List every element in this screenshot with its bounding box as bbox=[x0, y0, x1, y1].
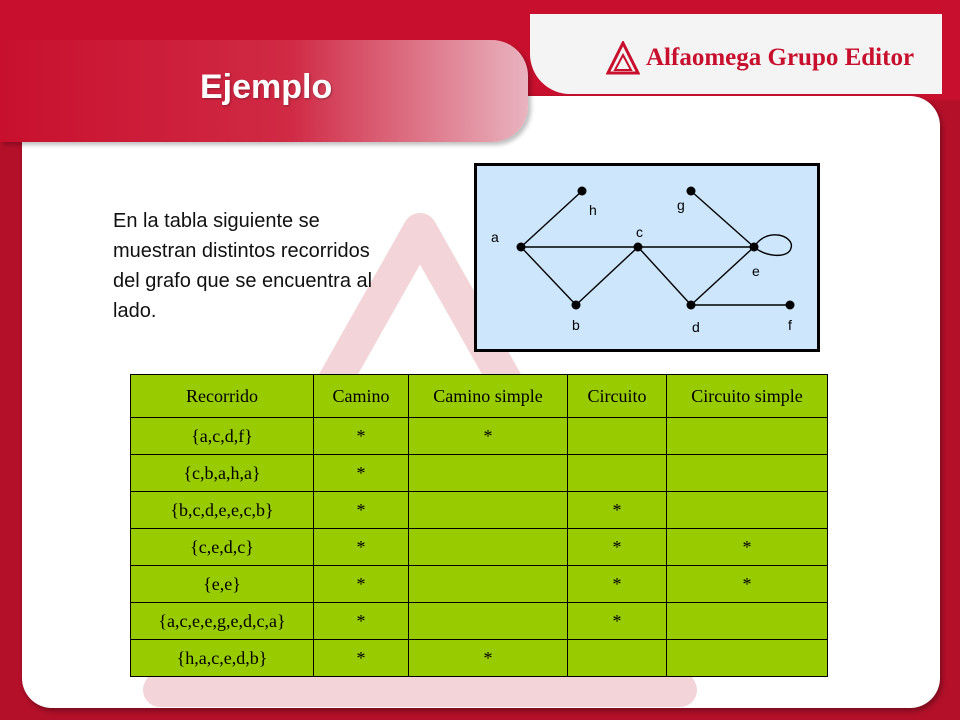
table-cell-mark: * bbox=[667, 529, 828, 566]
column-header-recorrido: Recorrido bbox=[131, 375, 314, 418]
table-cell-mark: * bbox=[314, 492, 409, 529]
table-cell-mark: * bbox=[568, 566, 667, 603]
edge-e-g bbox=[691, 191, 754, 247]
table-cell-mark: * bbox=[568, 603, 667, 640]
table-header-row bbox=[131, 375, 828, 418]
graph-diagram bbox=[474, 163, 820, 352]
alfaomega-a-icon bbox=[606, 41, 640, 75]
edge-d-e bbox=[691, 247, 754, 305]
table-row bbox=[131, 492, 828, 529]
table-cell-mark bbox=[568, 418, 667, 455]
table-cell-mark: * bbox=[409, 418, 568, 455]
table-row bbox=[131, 418, 828, 455]
table-row bbox=[131, 603, 828, 640]
page-title: Ejemplo bbox=[200, 68, 333, 106]
node-e bbox=[750, 243, 759, 252]
table-cell-recorrido: {b,c,d,e,e,c,b} bbox=[131, 492, 314, 529]
table-cell-mark: * bbox=[314, 455, 409, 492]
table-cell-mark bbox=[409, 603, 568, 640]
table-cell-recorrido: {e,e} bbox=[131, 566, 314, 603]
graph-svg bbox=[477, 166, 817, 349]
edge-b-c bbox=[576, 247, 638, 305]
table-cell-recorrido: {a,c,d,f} bbox=[131, 418, 314, 455]
table-cell-mark: * bbox=[314, 566, 409, 603]
table-row bbox=[131, 455, 828, 492]
table-cell-mark bbox=[409, 492, 568, 529]
column-header-circuito-simple: Circuito simple bbox=[667, 375, 828, 418]
node-f bbox=[786, 301, 795, 310]
intro-text: En la tabla siguiente se muestran distintos recorridos del grafo que se encuentra al lado. bbox=[113, 210, 373, 322]
column-header-circuito: Circuito bbox=[568, 375, 667, 418]
node-b bbox=[572, 301, 581, 310]
node-label-a: a bbox=[491, 229, 499, 245]
node-g bbox=[687, 187, 696, 196]
table-cell-recorrido: {c,e,d,c} bbox=[131, 529, 314, 566]
column-header-camino: Camino bbox=[314, 375, 409, 418]
logo-text: Alfaomega Grupo Editor bbox=[646, 44, 915, 71]
node-label-h: h bbox=[589, 202, 597, 218]
edge-a-b bbox=[521, 247, 576, 305]
node-label-c: c bbox=[636, 224, 643, 240]
table-cell-mark bbox=[667, 603, 828, 640]
node-label-b: b bbox=[572, 317, 580, 333]
node-label-d: d bbox=[692, 319, 700, 335]
table-cell-mark bbox=[568, 455, 667, 492]
logo bbox=[606, 38, 914, 78]
column-header-camino-simple: Camino simple bbox=[409, 375, 568, 418]
table-cell-mark bbox=[667, 492, 828, 529]
table-row bbox=[131, 566, 828, 603]
table-cell-mark: * bbox=[568, 529, 667, 566]
node-c bbox=[634, 243, 643, 252]
edge-e-e-loop bbox=[754, 235, 791, 256]
table-cell-mark bbox=[568, 640, 667, 677]
table-cell-mark bbox=[667, 418, 828, 455]
node-h bbox=[578, 187, 587, 196]
table-cell-mark bbox=[409, 566, 568, 603]
edge-c-d bbox=[638, 247, 691, 305]
table-row bbox=[131, 529, 828, 566]
table-cell-mark bbox=[667, 455, 828, 492]
table-cell-mark: * bbox=[667, 566, 828, 603]
table-cell-mark bbox=[409, 455, 568, 492]
traversal-table bbox=[130, 374, 828, 677]
node-label-f: f bbox=[788, 317, 792, 333]
node-d bbox=[687, 301, 696, 310]
node-a bbox=[517, 243, 526, 252]
table-row bbox=[131, 640, 828, 677]
table-cell-recorrido: {c,b,a,h,a} bbox=[131, 455, 314, 492]
edge-a-h bbox=[521, 191, 582, 247]
table-cell-recorrido: {h,a,c,e,d,b} bbox=[131, 640, 314, 677]
table-cell-mark bbox=[409, 529, 568, 566]
node-label-e: e bbox=[752, 263, 760, 279]
table-cell-mark: * bbox=[314, 603, 409, 640]
table-cell-mark: * bbox=[568, 492, 667, 529]
table-cell-mark bbox=[667, 640, 828, 677]
table-cell-mark: * bbox=[314, 418, 409, 455]
table-cell-mark: * bbox=[314, 529, 409, 566]
table-cell-mark: * bbox=[409, 640, 568, 677]
table-cell-recorrido: {a,c,e,e,g,e,d,c,a} bbox=[131, 603, 314, 640]
table-cell-mark: * bbox=[314, 640, 409, 677]
node-label-g: g bbox=[677, 197, 685, 213]
